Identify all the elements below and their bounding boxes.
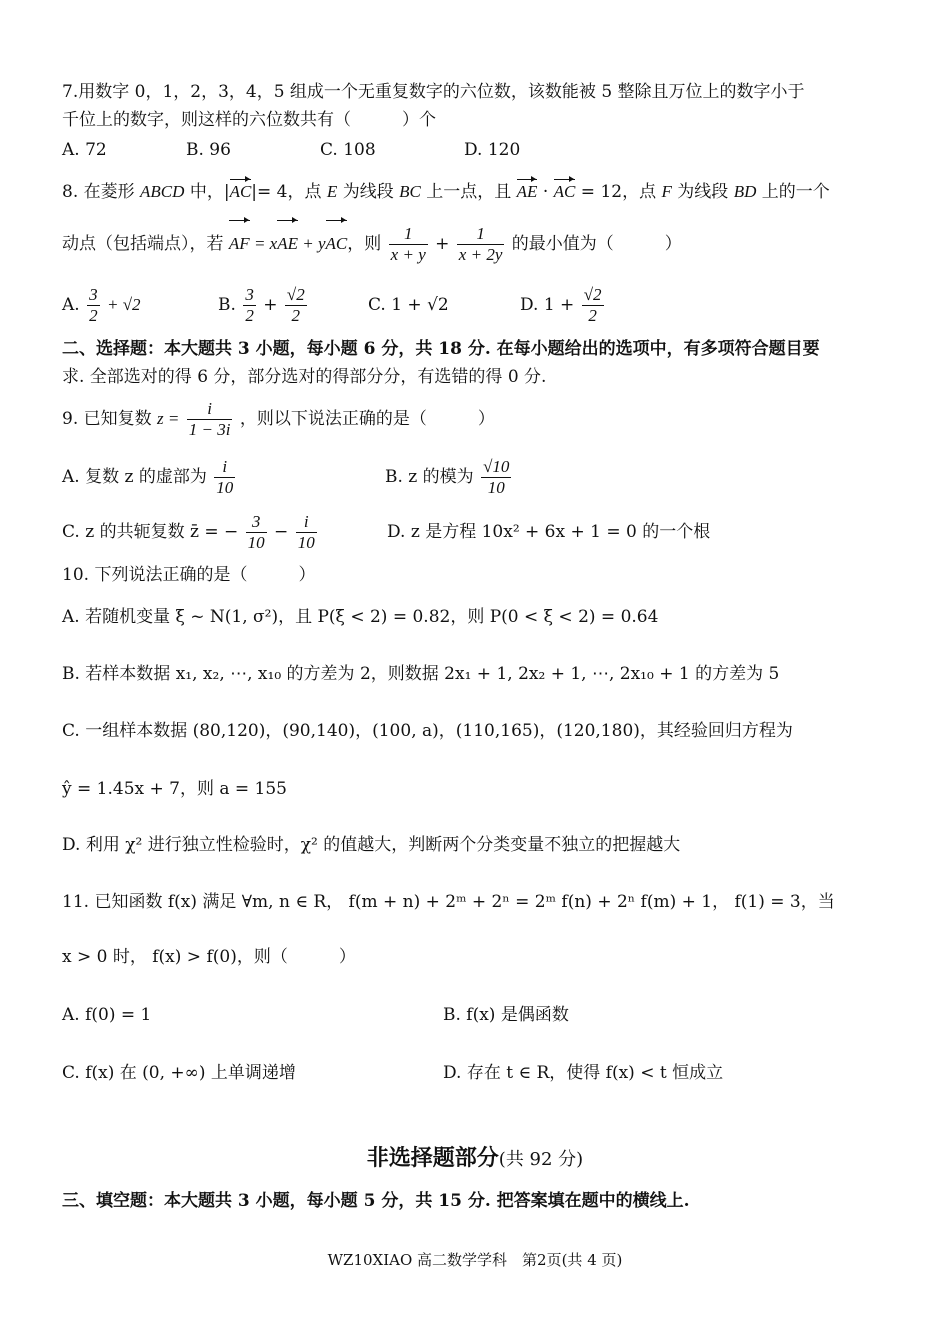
vector-ae: AE (277, 222, 298, 266)
vector-ae: AE (516, 182, 538, 201)
q11-line2: x > 0 时， f(x) > f(0)，则（ ） (62, 947, 356, 967)
q8-line1: 8. 在菱形 ABCD 中，|AC|= 4，点 E 为线段 BC 上一点，且 AE · AC = 12，点 F 为线段 BD 上的一个 (62, 182, 830, 202)
q10-option-c-line1: C. 一组样本数据 (80,120)，(90,140)，(100, a)，(110,165)，(120,180)，其经验回归方程为 (62, 721, 793, 741)
q8-option-a: A. $\frac{3}{2}$ + √2 (62, 285, 141, 325)
q11-option-d: D. 存在 t ∈ R，使得 f(x) < t 恒成立 (443, 1063, 724, 1083)
q7-line2: 千位上的数字，则这样的六位数共有（ ）个 (62, 110, 436, 130)
q10-option-d: D. 利用 χ² 进行独立性检验时，χ² 的值越大，判断两个分类变量不独立的把握越大 (62, 835, 681, 855)
q11-line1: 11. 已知函数 f(x) 满足 ∀m, n ∈ R， f(m + n) + 2ᵐ + 2ⁿ = 2ᵐ f(n) + 2ⁿ f(m) + 1， f(1) = 3，当 (62, 892, 835, 912)
vector-ac: AC (326, 222, 348, 266)
q8-option-b: B. $\frac{3}{2}$ + $\frac{√2}{2}$ (218, 285, 305, 325)
section3-heading: 三、填空题：本大题共 3 小题，每小题 5 分，共 15 分. 把答案填在题中的横线上. (62, 1191, 690, 1211)
vector-ac: AC (229, 182, 252, 201)
q7-line1: 7.用数字 0，1，2，3，4，5 组成一个无重复数字的六位数，该数能被 5 整除且万位上的数字小于 (62, 82, 805, 102)
q9-option-d: D. z 是方程 10x² + 6x + 1 = 0 的一个根 (387, 522, 711, 542)
q11-option-c: C. f(x) 在 (0, +∞) 上单调递增 (62, 1063, 296, 1083)
vector-ac: AC (553, 182, 576, 201)
q10-option-a: A. 若随机变量 ξ ~ N(1, σ²)，且 P(ξ < 2) = 0.82，则 P(0 < ξ < 2) = 0.64 (62, 607, 659, 627)
q9-option-a: A. 复数 z 的虚部为 $\frac{i}{10}$ (62, 457, 234, 497)
q9-stem: 9. 已知复数 z = $\frac{i}{1 - 3i}$ ，则以下说法正确的是（ ） (62, 399, 495, 439)
q8-option-c: C. 1 + √2 (368, 295, 449, 315)
q11-option-a: A. f(0) = 1 (62, 1005, 152, 1025)
q10-option-b: B. 若样本数据 x₁, x₂, ⋯, x₁₀ 的方差为 2，则数据 2x₁ + 1, 2x₂ + 1, ⋯, 2x₁₀ + 1 的方差为 5 (62, 664, 780, 684)
q7-option-b: B. 96 (186, 140, 231, 160)
section2-line1: 二、选择题：本大题共 3 小题，每小题 6 分，共 18 分. 在每小题给出的选项中，有多项符合题目要 (62, 339, 820, 359)
vector-af: AF (229, 222, 250, 266)
section2-line2: 求. 全部选对的得 6 分，部分选对的得部分分，有选错的得 0 分. (62, 367, 547, 387)
q7-option-a: A. 72 (62, 140, 107, 160)
fraction: $\frac{1}{x + y}$ (390, 224, 426, 264)
q8-option-d: D. 1 + $\frac{√2}{2}$ (520, 285, 602, 325)
q9-option-b: B. z 的模为 $\frac{√10}{10}$ (385, 457, 510, 497)
q10-stem: 10. 下列说法正确的是（ ） (62, 565, 316, 585)
q10-option-c-line2: ŷ = 1.45x + 7，则 a = 155 (62, 779, 288, 799)
part2-title: 非选择题部分(共 92 分) (366, 1146, 584, 1171)
q7-option-d: D. 120 (464, 140, 521, 160)
q8-line2: 动点（包括端点），若 AF = xAE + yAC，则 $\frac{1}{x + y}$ + $\frac{1}{x + 2y}$ 的最小值为（ ） (62, 224, 682, 264)
q9-option-c: C. z 的共轭复数 z̄ = − $\frac{3}{10}$ − $\frac{i}{10}$ (62, 512, 315, 552)
fraction: $\frac{1}{x + 2y}$ (458, 224, 503, 264)
q7-option-c: C. 108 (320, 140, 376, 160)
page-footer: WZ10XIAO 高二数学学科 第2页(共 4 页) (327, 1251, 623, 1269)
q11-option-b: B. f(x) 是偶函数 (443, 1005, 569, 1025)
